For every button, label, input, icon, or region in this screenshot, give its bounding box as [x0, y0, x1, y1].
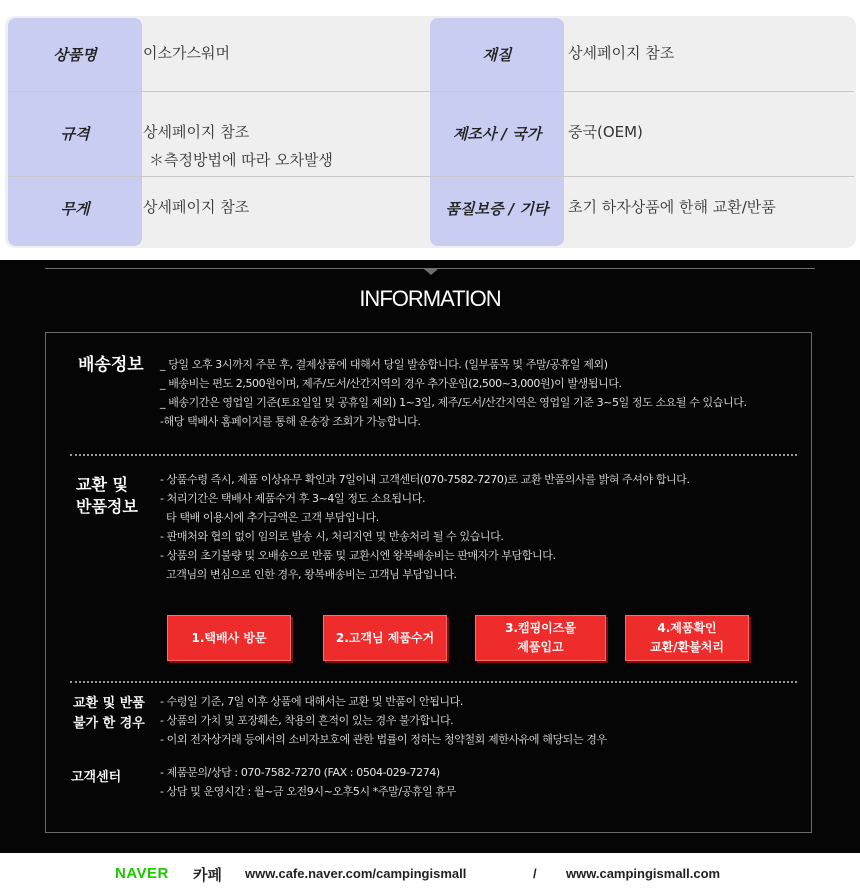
naver-logo: NAVER — [115, 865, 169, 882]
divider-notch-icon — [424, 269, 438, 275]
exchange-line: 고객님의 변심으로 인한 경우, 왕복배송비는 고객님 부담입니다. — [166, 568, 457, 581]
process-step-refund — [625, 615, 749, 661]
url-separator: / — [533, 866, 537, 881]
shipping-title: 배송정보 — [78, 355, 144, 375]
customer-center-lines — [160, 763, 456, 801]
spec-value-note: ＊측정방법에 따라 오차발생 — [149, 151, 333, 169]
step-label: 4.제품확인 — [657, 621, 717, 635]
exchange-line: - 판매처와 협의 없이 임의로 발송 시, 처리지연 및 반송처리 될 수 있습니다. — [160, 530, 504, 543]
spec-label-manufacturer: 제조사 / 국가 — [452, 125, 542, 143]
exchange-line: 타 택배 이용시에 추가금액은 고객 부담입니다. — [166, 511, 379, 524]
shop-link[interactable]: www.campingismall.com — [566, 866, 721, 881]
customer-center-title: 고객센터 — [71, 770, 122, 785]
spec-label-weight: 무게 — [60, 200, 90, 218]
spec-row-divider — [8, 176, 854, 177]
information-panel — [0, 260, 860, 853]
spec-label-size: 규격 — [60, 125, 90, 143]
no-exchange-title-line: 교환 및 반품 — [73, 696, 145, 711]
spec-table — [5, 16, 856, 248]
footer-bar — [0, 853, 860, 893]
shipping-line: _ 당일 오후 3시까지 주문 후, 결제상품에 대해서 당일 발송합니다. (일부품목 및 주말/공휴일 제외) — [160, 358, 608, 371]
no-exchange-lines — [160, 692, 607, 749]
spec-value-warranty: 초기 하자상품에 한해 교환/반품 — [568, 198, 776, 216]
exchange-title-line: 교환 및 — [76, 475, 128, 494]
exchange-line: - 처리기간은 택배사 제품수거 후 3~4일 정도 소요됩니다. — [160, 492, 426, 505]
spec-label-material: 재질 — [482, 46, 512, 64]
process-step-warehouse-receipt — [475, 615, 606, 661]
spec-row-divider — [8, 91, 854, 92]
spec-value-text: 상세페이지 참조 — [143, 123, 250, 141]
spec-value-material: 상세페이지 참조 — [568, 44, 675, 62]
spec-value-text: 상세페이지 참조 — [143, 198, 250, 216]
shipping-lines — [160, 355, 747, 431]
no-exchange-title-line: 불가 한 경우 — [73, 716, 145, 731]
no-exchange-line: - 상품의 가치 및 포장훼손, 착용의 흔적이 있는 경우 불가합니다. — [160, 714, 454, 727]
section-divider — [70, 681, 797, 683]
spec-value-size — [143, 118, 333, 174]
cafe-label: 카페 — [193, 866, 222, 884]
step-label: 1.택배사 방문 — [191, 630, 267, 645]
customer-center-line: - 제품문의/상담 : 070-7582-7270 (FAX : 0504-029-7274) — [160, 766, 440, 779]
step-label: 3.캠핑이즈몰 — [505, 621, 576, 635]
shipping-line: _ 배송비는 편도 2,500원이며, 제주/도서/산간지역의 경우 추가운임(2,500~3,000원)이 발생됩니다. — [160, 377, 622, 390]
spec-value-weight — [143, 193, 249, 221]
process-step-pickup — [323, 615, 447, 661]
naver-cafe-link[interactable]: www.cafe.naver.com/campingismall — [245, 866, 467, 881]
exchange-line: - 상품의 초기불량 및 오배송으로 반품 및 교환시엔 왕복배송비는 판매자가 부담합니다. — [160, 549, 556, 562]
spec-value-product-name — [143, 39, 230, 67]
shipping-line: _ 배송기간은 영업일 기준(토요일일 및 공휴일 제외) 1~3일, 제주/도서/산간지역은 영업일 기준 3~5일 정도 소요될 수 있습니다. — [160, 396, 747, 409]
step-label: 제품입고 — [517, 640, 564, 654]
exchange-lines — [160, 470, 690, 584]
spec-label-warranty: 품질보증 / 기타 — [445, 200, 549, 218]
spec-value-text: 이소가스워머 — [143, 44, 230, 62]
step-label: 교환/환불처리 — [650, 640, 724, 654]
exchange-line: - 상품수령 즉시, 제품 이상유무 확인과 7일이내 고객센터(070-7582-7270)로 교환 반품의사를 밝혀 주셔야 합니다. — [160, 473, 690, 486]
section-divider — [70, 454, 797, 456]
customer-center-line: - 상담 및 운영시간 : 월~금 오전9시~오후5시 *주말/공휴일 휴무 — [160, 785, 456, 798]
spec-label-product-name: 상품명 — [53, 46, 97, 64]
shipping-line: -해당 택배사 홈페이지를 통해 운송장 조회가 가능합니다. — [160, 415, 421, 428]
spec-value-manufacturer: 중국(OEM) — [568, 123, 643, 141]
information-title: INFORMATION — [359, 286, 501, 311]
exchange-title — [76, 474, 138, 518]
exchange-title-line: 반품정보 — [76, 497, 138, 516]
no-exchange-title — [73, 694, 145, 734]
no-exchange-line: - 이외 전자상거래 등에서의 소비자보호에 관한 법률이 정하는 청약철회 제한사유에 해당되는 경우 — [160, 733, 607, 746]
no-exchange-line: - 수령일 기준, 7일 이후 상품에 대해서는 교환 및 반품이 안됩니다. — [160, 695, 463, 708]
process-step-courier-visit — [167, 615, 291, 661]
step-label: 2.고객님 제품수거 — [335, 630, 435, 645]
